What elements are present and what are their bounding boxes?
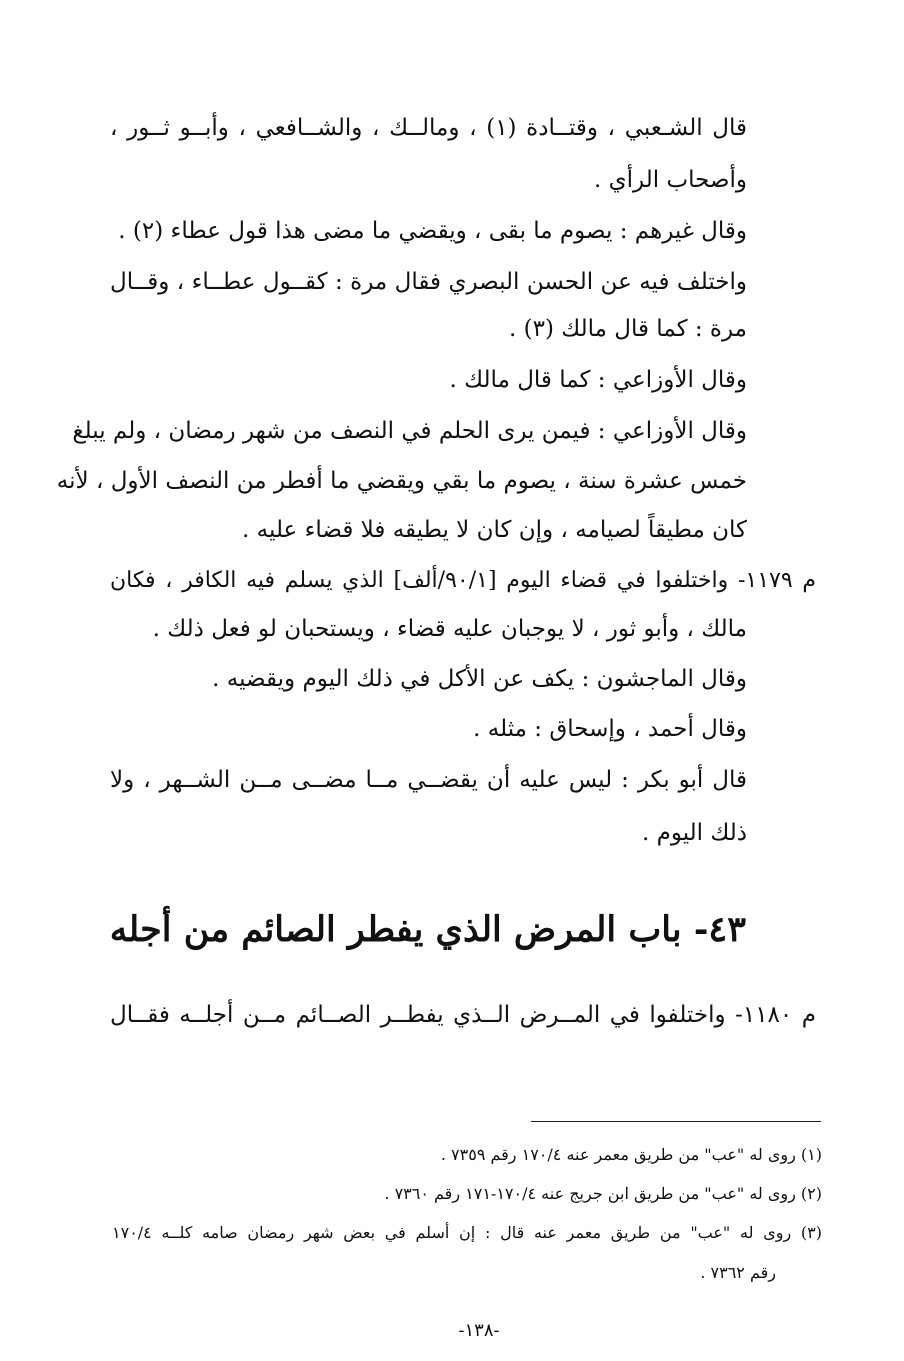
body-line-5: مرة : كما قال مالك (٣) .	[509, 316, 747, 342]
body-line-13: وقال أحمد ، وإسحاق : مثله .	[473, 716, 747, 742]
footnote-3-continuation: رقم ٧٣٦٢ .	[700, 1263, 776, 1282]
body-line-3: وقال غيرهم : يصوم ما بقى ، ويقضي ما مضى هذا قول عطاء (٢) .	[118, 218, 747, 244]
chapter-title: ٤٣- باب المرض الذي يفطر الصائم من أجله	[109, 909, 746, 950]
body-line-4: واختلف فيه عن الحسن البصري فقال مرة : كقــول عطــاء ، وقــال	[110, 269, 747, 295]
body-line-2: وأصحاب الرأي .	[594, 167, 747, 193]
footnote-separator	[531, 1121, 821, 1122]
footnote-2: (٢) روى له "عب" من طريق ابن جريج عنه ١٧٠/٤-١٧١ رقم ٧٣٦٠ .	[384, 1184, 822, 1203]
body-line-1: قال الشـعبي ، وقتــادة (١) ، ومالــك ، والشــافعي ، وأبــو ثــور ،	[110, 115, 747, 141]
body-line-12: وقال الماجشون : يكف عن الأكل في ذلك اليوم ويقضيه .	[212, 666, 747, 692]
body-line-11: مالك ، وأبو ثور ، لا يوجبان عليه قضاء ، ويستحبان لو فعل ذلك .	[152, 616, 747, 642]
footnote-1: (١) روى له "عب" من طريق معمر عنه ١٧٠/٤ رقم ٧٣٥٩ .	[440, 1145, 822, 1164]
body-line-15: ذلك اليوم .	[641, 820, 747, 846]
body-line-6: وقال الأوزاعي : كما قال مالك .	[449, 367, 747, 393]
footnote-3: (٣) روى له "عب" من طريق معمر عنه قال : إن أسلم في بعض شهر رمضان صامه كلــه ١٧٠/٤	[112, 1223, 823, 1242]
issue-1179-line: م ١١٧٩- واختلفوا في قضاء اليوم [٩٠/١/ألف] الذي يسلم فيه الكافر ، فكان	[110, 568, 816, 593]
body-line-8: خمس عشرة سنة ، يصوم ما بقي ويقضي ما أفطر من النصف الأول ، لأنه	[56, 468, 747, 494]
page-number: -١٣٨-	[458, 1320, 500, 1341]
body-line-14: قال أبو بكر : ليس عليه أن يقضــي مــا مضــى مــن الشــهر ، ولا	[110, 767, 747, 793]
body-line-9: كان مطيقاً لصيامه ، وإن كان لا يطيقه فلا قضاء عليه .	[242, 517, 747, 543]
issue-1180-line: م ١١٨٠- واختلفوا في المــرض الــذي يفطــر الصــائم مــن أجلــه فقــال	[110, 1002, 816, 1028]
body-line-7: وقال الأوزاعي : فيمن يرى الحلم في النصف من شهر رمضان ، ولم يبلغ	[72, 418, 747, 444]
